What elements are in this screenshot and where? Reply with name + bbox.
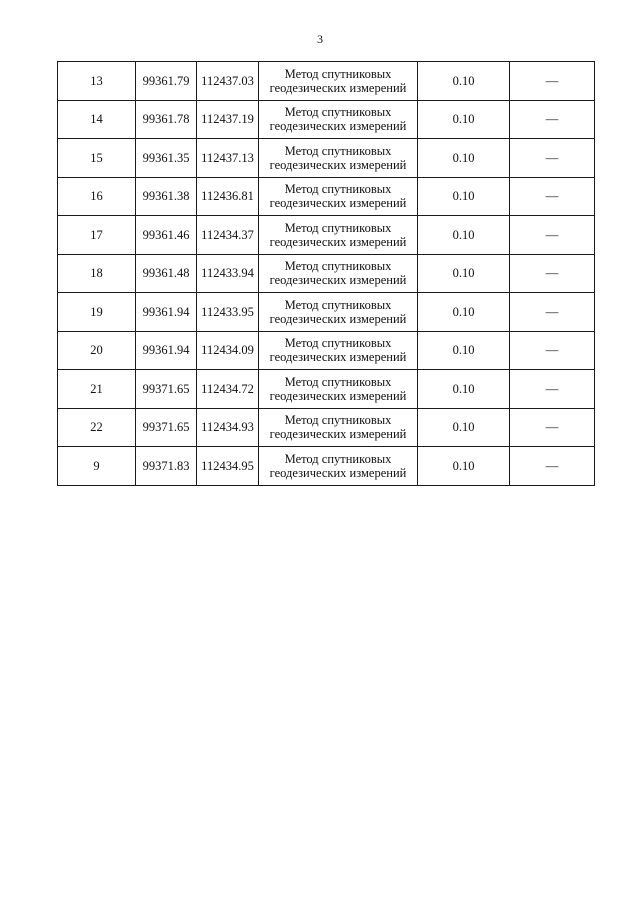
accuracy-cell: 0.10 <box>418 447 510 486</box>
accuracy-cell: 0.10 <box>418 139 510 178</box>
y-coordinate-cell: 112433.95 <box>197 293 259 332</box>
point-number-cell: 13 <box>58 62 136 101</box>
y-coordinate-cell: 112434.93 <box>197 408 259 447</box>
accuracy-cell: 0.10 <box>418 370 510 409</box>
page-number: 3 <box>317 32 323 46</box>
accuracy-cell: 0.10 <box>418 100 510 139</box>
x-coordinate-cell: 99371.65 <box>136 370 197 409</box>
method-cell <box>259 408 418 447</box>
accuracy-cell: 0.10 <box>418 177 510 216</box>
method-line-2: геодезических измерений <box>269 388 407 403</box>
method-cell <box>259 293 418 332</box>
description-cell: — <box>510 100 595 139</box>
y-coordinate-cell: 112433.94 <box>197 254 259 293</box>
method-line-2: геодезических измерений <box>269 234 407 249</box>
y-coordinate-cell: 112434.37 <box>197 216 259 255</box>
point-number-cell: 9 <box>58 447 136 486</box>
method-cell <box>259 447 418 486</box>
y-coordinate-cell: 112437.19 <box>197 100 259 139</box>
table-row <box>58 293 595 332</box>
table-row <box>58 447 595 486</box>
method-line-1: Метод спутниковых <box>284 413 392 428</box>
accuracy-cell: 0.10 <box>418 408 510 447</box>
method-line-2: геодезических измерений <box>269 273 407 288</box>
point-number-cell: 18 <box>58 254 136 293</box>
method-cell <box>259 100 418 139</box>
method-line-1: Метод спутниковых <box>284 182 392 197</box>
method-line-2: геодезических измерений <box>269 311 407 326</box>
description-cell: — <box>510 447 595 486</box>
point-number-cell: 15 <box>58 139 136 178</box>
y-coordinate-cell: 112437.03 <box>197 62 259 101</box>
table-row <box>58 62 595 101</box>
x-coordinate-cell: 99361.38 <box>136 177 197 216</box>
method-cell <box>259 177 418 216</box>
table-row <box>58 177 595 216</box>
method-line-1: Метод спутниковых <box>284 451 392 466</box>
x-coordinate-cell: 99361.78 <box>136 100 197 139</box>
x-coordinate-cell: 99361.79 <box>136 62 197 101</box>
accuracy-cell: 0.10 <box>418 216 510 255</box>
method-line-1: Метод спутниковых <box>284 374 392 389</box>
method-line-1: Метод спутниковых <box>284 336 392 351</box>
method-line-1: Метод спутниковых <box>284 143 392 158</box>
table-row <box>58 408 595 447</box>
coordinates-table <box>57 61 595 486</box>
accuracy-cell: 0.10 <box>418 62 510 101</box>
method-line-2: геодезических измерений <box>269 157 407 172</box>
point-number-cell: 22 <box>58 408 136 447</box>
point-number-cell: 16 <box>58 177 136 216</box>
table-row <box>58 370 595 409</box>
y-coordinate-cell: 112434.09 <box>197 331 259 370</box>
table-row <box>58 100 595 139</box>
x-coordinate-cell: 99361.35 <box>136 139 197 178</box>
method-line-1: Метод спутниковых <box>284 259 392 274</box>
x-coordinate-cell: 99361.48 <box>136 254 197 293</box>
table-row <box>58 331 595 370</box>
x-coordinate-cell: 99361.94 <box>136 293 197 332</box>
y-coordinate-cell: 112434.72 <box>197 370 259 409</box>
description-cell: — <box>510 139 595 178</box>
method-cell <box>259 216 418 255</box>
description-cell: — <box>510 254 595 293</box>
accuracy-cell: 0.10 <box>418 293 510 332</box>
x-coordinate-cell: 99361.94 <box>136 331 197 370</box>
point-number-cell: 21 <box>58 370 136 409</box>
point-number-cell: 19 <box>58 293 136 332</box>
x-coordinate-cell: 99371.65 <box>136 408 197 447</box>
method-line-1: Метод спутниковых <box>284 105 392 120</box>
method-line-1: Метод спутниковых <box>284 66 392 81</box>
description-cell: — <box>510 177 595 216</box>
method-cell <box>259 62 418 101</box>
method-line-2: геодезических измерений <box>269 196 407 211</box>
method-line-1: Метод спутниковых <box>284 297 392 312</box>
table-row <box>58 254 595 293</box>
x-coordinate-cell: 99371.83 <box>136 447 197 486</box>
method-line-2: геодезических измерений <box>269 427 407 442</box>
description-cell: — <box>510 370 595 409</box>
y-coordinate-cell: 112437.13 <box>197 139 259 178</box>
accuracy-cell: 0.10 <box>418 331 510 370</box>
coordinates-table-body <box>58 62 595 486</box>
point-number-cell: 17 <box>58 216 136 255</box>
method-line-2: геодезических измерений <box>269 119 407 134</box>
accuracy-cell: 0.10 <box>418 254 510 293</box>
method-line-2: геодезических измерений <box>269 80 407 95</box>
y-coordinate-cell: 112436.81 <box>197 177 259 216</box>
method-line-1: Метод спутниковых <box>284 220 392 235</box>
method-cell <box>259 370 418 409</box>
method-line-2: геодезических измерений <box>269 350 407 365</box>
description-cell: — <box>510 62 595 101</box>
point-number-cell: 14 <box>58 100 136 139</box>
table-row <box>58 216 595 255</box>
method-cell <box>259 254 418 293</box>
description-cell: — <box>510 216 595 255</box>
description-cell: — <box>510 293 595 332</box>
method-line-2: геодезических измерений <box>269 465 407 480</box>
method-cell <box>259 139 418 178</box>
x-coordinate-cell: 99361.46 <box>136 216 197 255</box>
point-number-cell: 20 <box>58 331 136 370</box>
method-cell <box>259 331 418 370</box>
description-cell: — <box>510 331 595 370</box>
description-cell: — <box>510 408 595 447</box>
y-coordinate-cell: 112434.95 <box>197 447 259 486</box>
table-row <box>58 139 595 178</box>
